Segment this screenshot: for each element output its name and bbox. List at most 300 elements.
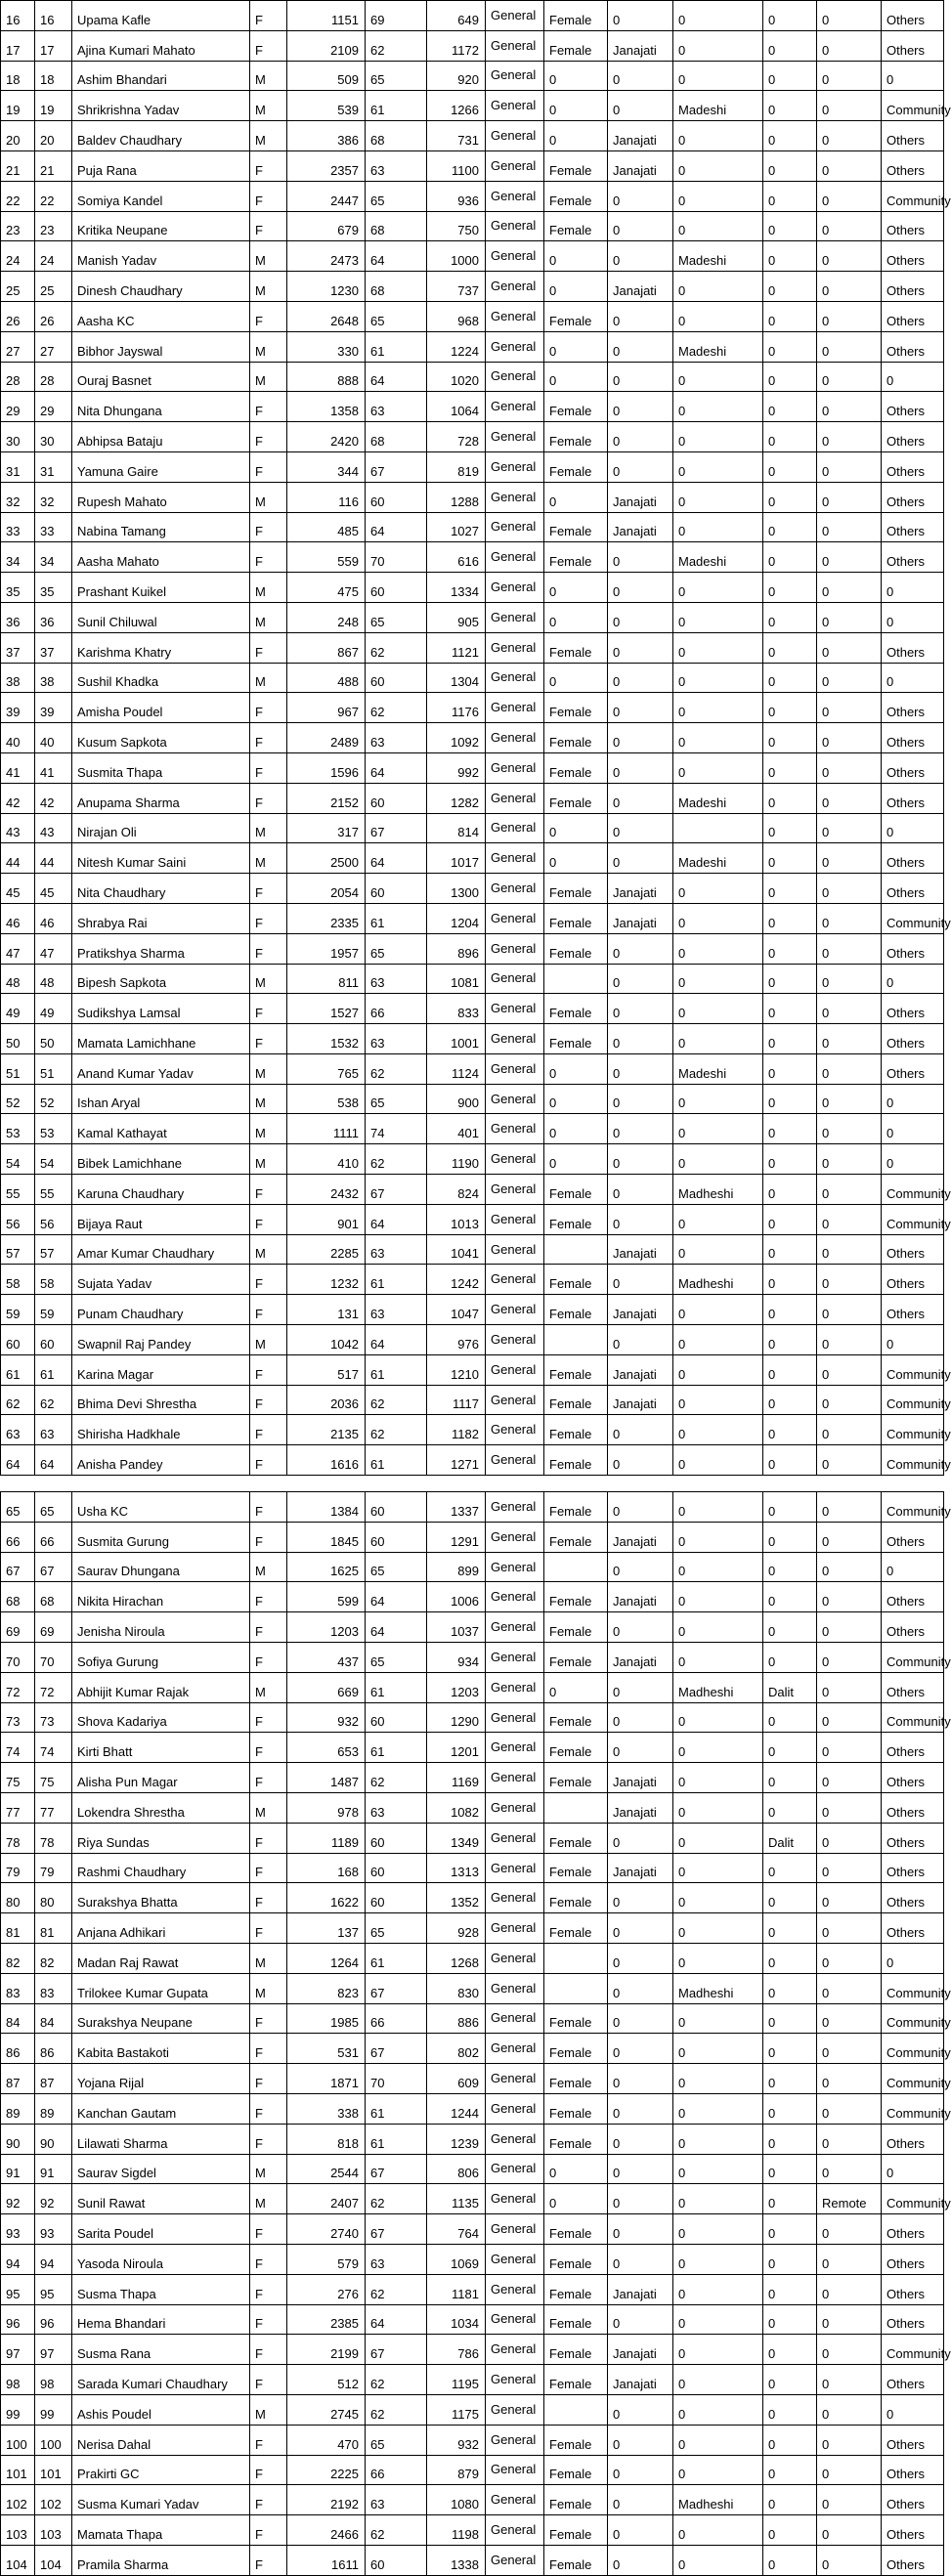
cell-category[interactable]: General xyxy=(486,903,544,933)
cell-category[interactable]: General xyxy=(486,933,544,964)
cell-name[interactable]: Amar Kumar Chaudhary xyxy=(72,1234,250,1265)
cell-ethnicity[interactable]: 0 xyxy=(608,1265,673,1295)
cell-value-a[interactable]: 579 xyxy=(287,2244,366,2274)
cell-remote[interactable]: 0 xyxy=(817,1354,882,1385)
cell-remote[interactable]: 0 xyxy=(817,1643,882,1673)
cell-ethnicity[interactable]: 0 xyxy=(608,693,673,723)
cell-value-a[interactable]: 2648 xyxy=(287,301,366,331)
cell-value-b[interactable]: 66 xyxy=(366,2455,427,2485)
cell-ethnicity[interactable]: Janajati xyxy=(608,1853,673,1883)
cell-region[interactable]: 0 xyxy=(673,422,763,452)
cell-ethnicity[interactable]: Janajati xyxy=(608,1354,673,1385)
cell-remote[interactable]: 0 xyxy=(817,2394,882,2425)
cell-caste[interactable]: 0 xyxy=(763,573,817,603)
cell-value-c[interactable]: 936 xyxy=(427,181,486,211)
cell-row-number[interactable]: 74 xyxy=(1,1733,35,1763)
cell-remote[interactable]: 0 xyxy=(817,1582,882,1612)
cell-sex[interactable]: Female xyxy=(544,632,608,663)
cell-gender[interactable]: F xyxy=(250,1733,287,1763)
cell-row-number[interactable]: 49 xyxy=(1,994,35,1024)
cell-sex[interactable]: Female xyxy=(544,150,608,181)
cell-row-number[interactable]: 78 xyxy=(1,1823,35,1853)
cell-sex[interactable]: Female xyxy=(544,2003,608,2034)
cell-value-c[interactable]: 1121 xyxy=(427,632,486,663)
cell-value-c[interactable]: 1017 xyxy=(427,843,486,874)
cell-gender[interactable]: M xyxy=(250,1973,287,2003)
cell-caste[interactable]: 0 xyxy=(763,91,817,121)
cell-remote[interactable]: 0 xyxy=(817,362,882,392)
cell-caste[interactable]: 0 xyxy=(763,1354,817,1385)
cell-value-c[interactable]: 905 xyxy=(427,602,486,632)
cell-value-a[interactable]: 867 xyxy=(287,632,366,663)
cell-group[interactable]: 0 xyxy=(882,2394,944,2425)
cell-caste[interactable]: 0 xyxy=(763,1234,817,1265)
cell-value-a[interactable]: 1845 xyxy=(287,1522,366,1552)
cell-ethnicity[interactable]: 0 xyxy=(608,2244,673,2274)
cell-caste[interactable]: 0 xyxy=(763,542,817,573)
cell-ethnicity[interactable]: 0 xyxy=(608,1415,673,1445)
cell-sex[interactable]: Female xyxy=(544,542,608,573)
cell-ethnicity[interactable]: Janajati xyxy=(608,512,673,542)
cell-caste[interactable]: 0 xyxy=(763,2034,817,2064)
cell-region[interactable]: 0 xyxy=(673,1354,763,1385)
cell-id[interactable]: 37 xyxy=(35,632,72,663)
cell-sex[interactable]: Female xyxy=(544,933,608,964)
cell-caste[interactable]: 0 xyxy=(763,121,817,151)
cell-value-a[interactable]: 2420 xyxy=(287,422,366,452)
cell-gender[interactable]: M xyxy=(250,813,287,843)
cell-group[interactable]: Others xyxy=(882,2545,944,2575)
cell-id[interactable]: 74 xyxy=(35,1733,72,1763)
cell-caste[interactable]: 0 xyxy=(763,1973,817,2003)
cell-group[interactable]: Others xyxy=(882,1913,944,1944)
cell-gender[interactable]: F xyxy=(250,1295,287,1325)
cell-ethnicity[interactable]: 0 xyxy=(608,1325,673,1355)
cell-id[interactable]: 32 xyxy=(35,482,72,512)
cell-id[interactable]: 27 xyxy=(35,331,72,362)
cell-sex[interactable]: Female xyxy=(544,1492,608,1523)
cell-value-a[interactable]: 509 xyxy=(287,61,366,91)
cell-row-number[interactable]: 87 xyxy=(1,2064,35,2094)
cell-caste[interactable]: 0 xyxy=(763,1445,817,1476)
cell-region[interactable]: 0 xyxy=(673,1883,763,1913)
cell-row-number[interactable]: 61 xyxy=(1,1354,35,1385)
cell-value-a[interactable]: 517 xyxy=(287,1354,366,1385)
cell-name[interactable]: Abhijit Kumar Rajak xyxy=(72,1672,250,1702)
cell-row-number[interactable]: 96 xyxy=(1,2304,35,2335)
cell-gender[interactable]: F xyxy=(250,2244,287,2274)
cell-group[interactable]: 0 xyxy=(882,663,944,693)
cell-gender[interactable]: F xyxy=(250,1643,287,1673)
cell-value-b[interactable]: 68 xyxy=(366,211,427,241)
cell-ethnicity[interactable]: 0 xyxy=(608,1733,673,1763)
cell-value-b[interactable]: 60 xyxy=(366,1883,427,1913)
cell-group[interactable]: Others xyxy=(882,1024,944,1054)
cell-caste[interactable]: 0 xyxy=(763,1204,817,1234)
cell-ethnicity[interactable]: 0 xyxy=(608,241,673,272)
cell-value-c[interactable]: 968 xyxy=(427,301,486,331)
cell-value-a[interactable]: 1487 xyxy=(287,1763,366,1793)
cell-gender[interactable]: F xyxy=(250,181,287,211)
cell-value-a[interactable]: 2285 xyxy=(287,1234,366,1265)
cell-id[interactable]: 78 xyxy=(35,1823,72,1853)
cell-value-c[interactable]: 1201 xyxy=(427,1733,486,1763)
cell-caste[interactable]: Dalit xyxy=(763,1823,817,1853)
cell-category[interactable]: General xyxy=(486,1763,544,1793)
cell-value-a[interactable]: 539 xyxy=(287,91,366,121)
cell-id[interactable]: 51 xyxy=(35,1053,72,1084)
cell-id[interactable]: 30 xyxy=(35,422,72,452)
cell-name[interactable]: Mamata Thapa xyxy=(72,2515,250,2546)
cell-sex[interactable]: Female xyxy=(544,2304,608,2335)
cell-row-number[interactable]: 89 xyxy=(1,2093,35,2124)
cell-id[interactable]: 83 xyxy=(35,1973,72,2003)
cell-name[interactable]: Rashmi Chaudhary xyxy=(72,1853,250,1883)
cell-ethnicity[interactable]: Janajati xyxy=(608,30,673,61)
cell-ethnicity[interactable]: 0 xyxy=(608,1883,673,1913)
cell-remote[interactable]: 0 xyxy=(817,2034,882,2064)
cell-group[interactable]: Others xyxy=(882,1853,944,1883)
cell-sex[interactable]: 0 xyxy=(544,1144,608,1175)
cell-value-c[interactable]: 806 xyxy=(427,2154,486,2184)
cell-ethnicity[interactable]: 0 xyxy=(608,2154,673,2184)
cell-caste[interactable]: 0 xyxy=(763,632,817,663)
cell-id[interactable]: 49 xyxy=(35,994,72,1024)
cell-id[interactable]: 57 xyxy=(35,1234,72,1265)
cell-name[interactable]: Puja Rana xyxy=(72,150,250,181)
cell-gender[interactable]: M xyxy=(250,1325,287,1355)
cell-row-number[interactable]: 65 xyxy=(1,1492,35,1523)
cell-name[interactable]: Anand Kumar Yadav xyxy=(72,1053,250,1084)
cell-ethnicity[interactable]: 0 xyxy=(608,61,673,91)
cell-caste[interactable]: 0 xyxy=(763,1733,817,1763)
cell-region[interactable]: 0 xyxy=(673,2365,763,2395)
cell-value-a[interactable]: 1532 xyxy=(287,1024,366,1054)
cell-value-c[interactable]: 1082 xyxy=(427,1793,486,1824)
cell-id[interactable]: 100 xyxy=(35,2425,72,2455)
cell-id[interactable]: 86 xyxy=(35,2034,72,2064)
cell-category[interactable]: General xyxy=(486,2064,544,2094)
cell-region[interactable]: 0 xyxy=(673,1325,763,1355)
cell-ethnicity[interactable]: 0 xyxy=(608,1144,673,1175)
cell-value-a[interactable]: 386 xyxy=(287,121,366,151)
cell-value-c[interactable]: 830 xyxy=(427,1973,486,2003)
cell-region[interactable]: 0 xyxy=(673,362,763,392)
cell-category[interactable]: General xyxy=(486,1793,544,1824)
cell-value-b[interactable]: 74 xyxy=(366,1114,427,1144)
cell-group[interactable]: Others xyxy=(882,422,944,452)
cell-remote[interactable]: 0 xyxy=(817,1913,882,1944)
cell-value-a[interactable]: 437 xyxy=(287,1643,366,1673)
cell-remote[interactable]: 0 xyxy=(817,1793,882,1824)
cell-group[interactable]: 0 xyxy=(882,1114,944,1144)
cell-name[interactable]: Usha KC xyxy=(72,1492,250,1523)
cell-caste[interactable]: Dalit xyxy=(763,1672,817,1702)
cell-gender[interactable]: M xyxy=(250,843,287,874)
cell-name[interactable]: Madan Raj Rawat xyxy=(72,1944,250,1974)
cell-value-c[interactable]: 1304 xyxy=(427,663,486,693)
cell-value-a[interactable]: 338 xyxy=(287,2093,366,2124)
cell-category[interactable]: General xyxy=(486,723,544,753)
cell-name[interactable]: Sarita Poudel xyxy=(72,2214,250,2245)
cell-id[interactable]: 38 xyxy=(35,663,72,693)
cell-gender[interactable]: M xyxy=(250,1552,287,1582)
cell-remote[interactable]: 0 xyxy=(817,2545,882,2575)
cell-id[interactable]: 87 xyxy=(35,2064,72,2094)
cell-group[interactable]: Others xyxy=(882,2274,944,2304)
cell-category[interactable]: General xyxy=(486,331,544,362)
cell-category[interactable]: General xyxy=(486,2244,544,2274)
cell-name[interactable]: Aasha KC xyxy=(72,301,250,331)
cell-caste[interactable]: 0 xyxy=(763,723,817,753)
cell-row-number[interactable]: 102 xyxy=(1,2485,35,2515)
cell-value-c[interactable]: 1176 xyxy=(427,693,486,723)
cell-value-c[interactable]: 1282 xyxy=(427,783,486,813)
cell-sex[interactable]: 0 xyxy=(544,1053,608,1084)
cell-gender[interactable]: F xyxy=(250,451,287,482)
cell-row-number[interactable]: 86 xyxy=(1,2034,35,2064)
cell-value-b[interactable]: 67 xyxy=(366,451,427,482)
cell-remote[interactable]: 0 xyxy=(817,693,882,723)
cell-value-b[interactable]: 63 xyxy=(366,964,427,994)
cell-group[interactable]: Others xyxy=(882,121,944,151)
cell-gender[interactable]: M xyxy=(250,663,287,693)
cell-name[interactable]: Shova Kadariya xyxy=(72,1702,250,1733)
cell-group[interactable]: Others xyxy=(882,1522,944,1552)
cell-sex[interactable]: Female xyxy=(544,1823,608,1853)
cell-value-a[interactable]: 1151 xyxy=(287,1,366,31)
cell-gender[interactable]: M xyxy=(250,2184,287,2214)
cell-ethnicity[interactable]: 0 xyxy=(608,1,673,31)
cell-value-c[interactable]: 1195 xyxy=(427,2365,486,2395)
cell-gender[interactable]: M xyxy=(250,61,287,91)
cell-value-b[interactable]: 68 xyxy=(366,121,427,151)
cell-remote[interactable]: 0 xyxy=(817,2244,882,2274)
cell-remote[interactable]: 0 xyxy=(817,1053,882,1084)
cell-value-c[interactable]: 833 xyxy=(427,994,486,1024)
cell-row-number[interactable]: 32 xyxy=(1,482,35,512)
cell-name[interactable]: Dinesh Chaudhary xyxy=(72,272,250,302)
cell-value-c[interactable]: 1020 xyxy=(427,362,486,392)
cell-ethnicity[interactable]: Janajati xyxy=(608,121,673,151)
cell-gender[interactable]: F xyxy=(250,723,287,753)
cell-sex[interactable]: Female xyxy=(544,1175,608,1205)
cell-value-b[interactable]: 68 xyxy=(366,422,427,452)
cell-remote[interactable]: 0 xyxy=(817,1295,882,1325)
cell-region[interactable]: 0 xyxy=(673,1084,763,1114)
cell-value-b[interactable]: 62 xyxy=(366,2515,427,2546)
cell-region[interactable]: 0 xyxy=(673,2003,763,2034)
cell-row-number[interactable]: 38 xyxy=(1,663,35,693)
cell-category[interactable]: General xyxy=(486,964,544,994)
cell-ethnicity[interactable]: 0 xyxy=(608,1913,673,1944)
cell-remote[interactable]: 0 xyxy=(817,512,882,542)
cell-sex[interactable]: Female xyxy=(544,30,608,61)
cell-name[interactable]: Nerisa Dahal xyxy=(72,2425,250,2455)
cell-value-c[interactable]: 1224 xyxy=(427,331,486,362)
cell-caste[interactable]: 0 xyxy=(763,1763,817,1793)
cell-remote[interactable]: 0 xyxy=(817,2003,882,2034)
cell-ethnicity[interactable]: Janajati xyxy=(608,903,673,933)
cell-id[interactable]: 45 xyxy=(35,874,72,904)
cell-id[interactable]: 103 xyxy=(35,2515,72,2546)
cell-value-c[interactable]: 1081 xyxy=(427,964,486,994)
cell-gender[interactable]: M xyxy=(250,1944,287,1974)
cell-category[interactable]: General xyxy=(486,1295,544,1325)
cell-caste[interactable]: 0 xyxy=(763,301,817,331)
cell-value-a[interactable]: 2489 xyxy=(287,723,366,753)
cell-category[interactable]: General xyxy=(486,2365,544,2395)
cell-group[interactable]: Others xyxy=(882,2455,944,2485)
cell-sex[interactable] xyxy=(544,2394,608,2425)
cell-region[interactable]: Madeshi xyxy=(673,91,763,121)
cell-row-number[interactable]: 36 xyxy=(1,602,35,632)
cell-caste[interactable]: 0 xyxy=(763,181,817,211)
cell-gender[interactable]: M xyxy=(250,2154,287,2184)
cell-category[interactable]: General xyxy=(486,362,544,392)
cell-id[interactable]: 41 xyxy=(35,752,72,783)
cell-region[interactable]: 0 xyxy=(673,121,763,151)
cell-gender[interactable]: F xyxy=(250,2455,287,2485)
cell-gender[interactable]: F xyxy=(250,211,287,241)
cell-caste[interactable]: 0 xyxy=(763,1883,817,1913)
cell-region[interactable]: 0 xyxy=(673,2455,763,2485)
cell-gender[interactable]: F xyxy=(250,2034,287,2064)
cell-sex[interactable]: Female xyxy=(544,301,608,331)
cell-sex[interactable]: Female xyxy=(544,1612,608,1643)
cell-caste[interactable]: 0 xyxy=(763,211,817,241)
cell-name[interactable]: Nirajan Oli xyxy=(72,813,250,843)
cell-ethnicity[interactable]: 0 xyxy=(608,2425,673,2455)
cell-remote[interactable]: 0 xyxy=(817,2304,882,2335)
cell-caste[interactable]: 0 xyxy=(763,1325,817,1355)
cell-value-c[interactable]: 1334 xyxy=(427,573,486,603)
cell-name[interactable]: Lilawati Sharma xyxy=(72,2124,250,2154)
cell-value-b[interactable]: 68 xyxy=(366,272,427,302)
cell-value-b[interactable]: 66 xyxy=(366,994,427,1024)
cell-sex[interactable]: Female xyxy=(544,2335,608,2365)
cell-group[interactable]: 0 xyxy=(882,602,944,632)
cell-id[interactable]: 82 xyxy=(35,1944,72,1974)
cell-caste[interactable]: 0 xyxy=(763,482,817,512)
cell-name[interactable]: Susmita Gurung xyxy=(72,1522,250,1552)
cell-gender[interactable]: M xyxy=(250,1672,287,1702)
cell-region[interactable]: 0 xyxy=(673,1823,763,1853)
cell-value-a[interactable]: 2447 xyxy=(287,181,366,211)
cell-caste[interactable]: 0 xyxy=(763,2485,817,2515)
cell-category[interactable]: General xyxy=(486,1582,544,1612)
cell-category[interactable]: General xyxy=(486,813,544,843)
cell-name[interactable]: Susmita Thapa xyxy=(72,752,250,783)
cell-category[interactable]: General xyxy=(486,392,544,422)
cell-ethnicity[interactable]: 0 xyxy=(608,752,673,783)
cell-value-c[interactable]: 731 xyxy=(427,121,486,151)
cell-ethnicity[interactable]: 0 xyxy=(608,2214,673,2245)
cell-remote[interactable]: 0 xyxy=(817,1883,882,1913)
cell-group[interactable]: Community xyxy=(882,2184,944,2214)
cell-value-b[interactable]: 67 xyxy=(366,2214,427,2245)
cell-id[interactable]: 101 xyxy=(35,2455,72,2485)
cell-value-b[interactable]: 62 xyxy=(366,2394,427,2425)
cell-group[interactable]: Others xyxy=(882,843,944,874)
cell-caste[interactable]: 0 xyxy=(763,2003,817,2034)
cell-group[interactable]: Community xyxy=(882,1702,944,1733)
cell-group[interactable]: Others xyxy=(882,783,944,813)
cell-value-b[interactable]: 65 xyxy=(366,1552,427,1582)
cell-value-c[interactable]: 1352 xyxy=(427,1883,486,1913)
cell-id[interactable]: 77 xyxy=(35,1793,72,1824)
cell-value-a[interactable]: 2225 xyxy=(287,2455,366,2485)
cell-row-number[interactable]: 45 xyxy=(1,874,35,904)
cell-value-c[interactable]: 1092 xyxy=(427,723,486,753)
cell-value-c[interactable]: 1290 xyxy=(427,1702,486,1733)
cell-value-a[interactable]: 1264 xyxy=(287,1944,366,1974)
cell-name[interactable]: Manish Yadav xyxy=(72,241,250,272)
cell-value-c[interactable]: 401 xyxy=(427,1114,486,1144)
cell-category[interactable]: General xyxy=(486,451,544,482)
cell-ethnicity[interactable]: Janajati xyxy=(608,150,673,181)
cell-ethnicity[interactable]: 0 xyxy=(608,1672,673,1702)
cell-name[interactable]: Ishan Aryal xyxy=(72,1084,250,1114)
cell-group[interactable]: Others xyxy=(882,1265,944,1295)
cell-remote[interactable]: 0 xyxy=(817,994,882,1024)
cell-remote[interactable]: 0 xyxy=(817,121,882,151)
cell-name[interactable]: Ouraj Basnet xyxy=(72,362,250,392)
cell-sex[interactable]: Female xyxy=(544,2485,608,2515)
cell-value-a[interactable]: 475 xyxy=(287,573,366,603)
cell-ethnicity[interactable]: 0 xyxy=(608,1492,673,1523)
cell-name[interactable]: Surakshya Neupane xyxy=(72,2003,250,2034)
cell-category[interactable]: General xyxy=(486,1114,544,1144)
cell-group[interactable]: Others xyxy=(882,241,944,272)
cell-ethnicity[interactable]: 0 xyxy=(608,994,673,1024)
cell-id[interactable]: 35 xyxy=(35,573,72,603)
cell-name[interactable]: Surakshya Bhatta xyxy=(72,1883,250,1913)
cell-remote[interactable]: 0 xyxy=(817,1114,882,1144)
cell-value-a[interactable]: 1358 xyxy=(287,392,366,422)
cell-value-a[interactable]: 2199 xyxy=(287,2335,366,2365)
cell-category[interactable]: General xyxy=(486,1204,544,1234)
cell-sex[interactable]: Female xyxy=(544,1522,608,1552)
cell-id[interactable]: 91 xyxy=(35,2154,72,2184)
cell-category[interactable]: General xyxy=(486,632,544,663)
cell-category[interactable]: General xyxy=(486,91,544,121)
cell-category[interactable]: General xyxy=(486,1672,544,1702)
cell-group[interactable]: 0 xyxy=(882,362,944,392)
cell-remote[interactable]: 0 xyxy=(817,2093,882,2124)
cell-category[interactable]: General xyxy=(486,1733,544,1763)
cell-sex[interactable]: Female xyxy=(544,1204,608,1234)
cell-region[interactable]: 0 xyxy=(673,2184,763,2214)
cell-gender[interactable]: F xyxy=(250,2545,287,2575)
cell-group[interactable]: Community xyxy=(882,2335,944,2365)
cell-value-b[interactable]: 66 xyxy=(366,2003,427,2034)
cell-id[interactable]: 90 xyxy=(35,2124,72,2154)
cell-sex[interactable]: Female xyxy=(544,1445,608,1476)
cell-id[interactable]: 96 xyxy=(35,2304,72,2335)
cell-sex[interactable]: Female xyxy=(544,1913,608,1944)
cell-gender[interactable]: F xyxy=(250,2335,287,2365)
cell-row-number[interactable]: 59 xyxy=(1,1295,35,1325)
cell-region[interactable]: 0 xyxy=(673,1234,763,1265)
cell-ethnicity[interactable]: Janajati xyxy=(608,1234,673,1265)
cell-value-a[interactable]: 1189 xyxy=(287,1823,366,1853)
cell-value-b[interactable]: 62 xyxy=(366,1053,427,1084)
cell-remote[interactable]: 0 xyxy=(817,1522,882,1552)
cell-remote[interactable]: 0 xyxy=(817,181,882,211)
cell-group[interactable]: 0 xyxy=(882,1144,944,1175)
cell-name[interactable]: Saurav Dhungana xyxy=(72,1552,250,1582)
